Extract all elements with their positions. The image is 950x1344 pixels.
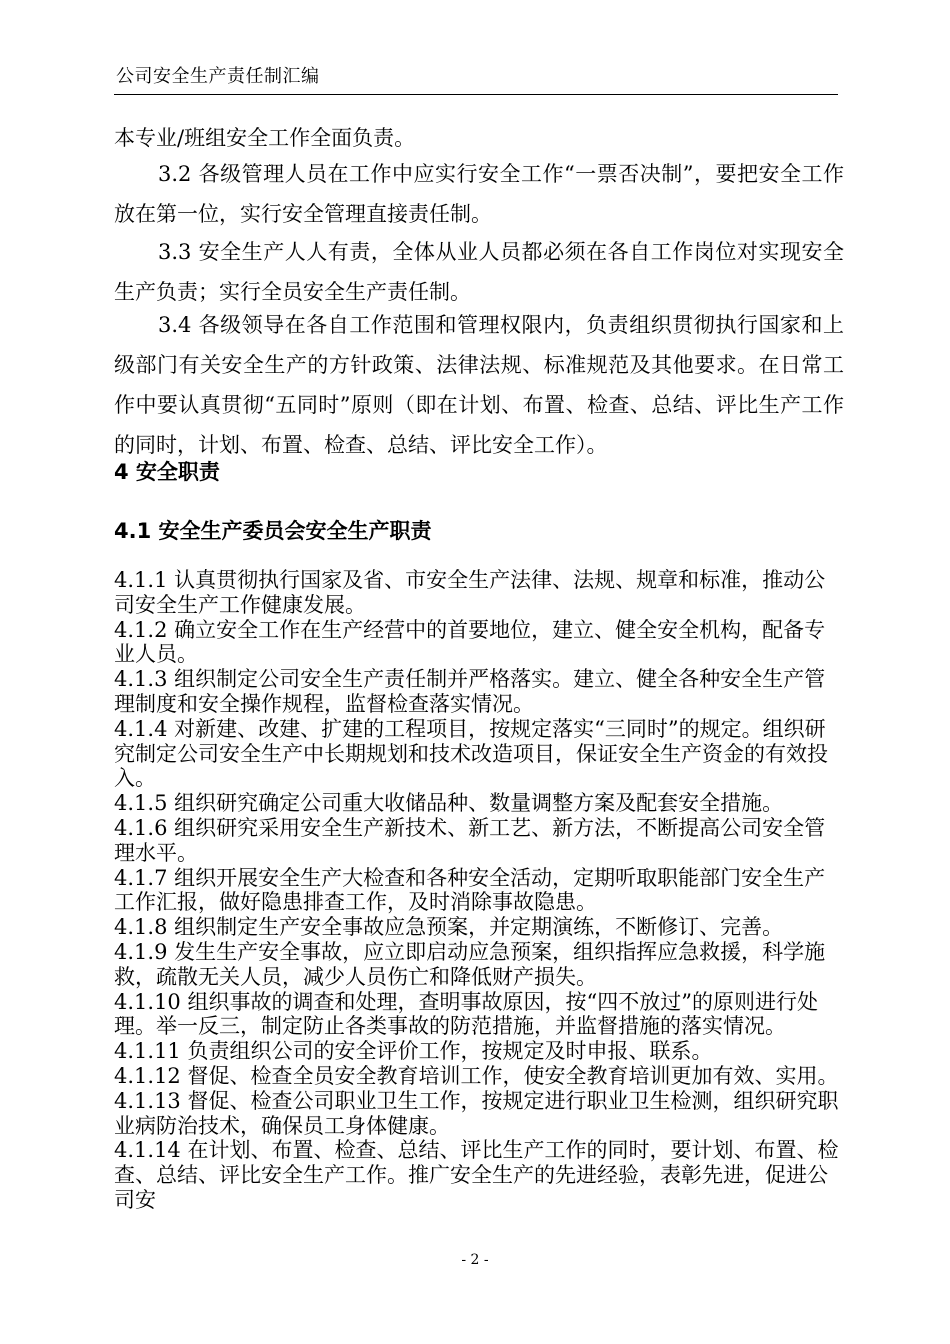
list-item: 4.1.4 对新建、改建、扩建的工程项目，按规定落实“三同时”的规定。组织研究制定公司安全生产中长期规划和技术改造项目，保证安全生产资金的有效投入。 [114,716,828,791]
list-item: 4.1.14 在计划、布置、检查、总结、评比生产工作的同时，要计划、布置、检查、总结、评比安全生产工作。推广安全生产的先进经验，表彰先进，促进公司安 [114,1138,839,1212]
header-divider [114,94,838,95]
list-item: 4.1.6 组织研究采用安全生产新技术、新工艺、新方法，不断提高公司安全管理水平。 [114,815,826,865]
list-item: 4.1.3 组织制定公司安全生产责任制并严格落实。建立、健全各种安全生产管理制度和安全操作规程，监督检查落实情况。 [114,667,826,716]
list-item: 4.1.10 组织事故的调查和处理，查明事故原因，按“四不放过”的原则进行处理。举一反三，制定防止各类事故的防范措施，并监督措施的落实情况。 [114,989,818,1039]
list-item: 4.1.13 督促、检查公司职业卫生工作，按规定进行职业卫生检测，组织研究职业病防治技术，确保员工身体健康。 [114,1088,839,1138]
list-item: 4.1.9 发生生产安全事故，应立即启动应急预案，组织指挥应急救援，科学施救，疏散无关人员，减少人员伤亡和降低财产损失。 [114,939,826,989]
section-heading-4: 4 安全职责 [114,460,220,484]
paragraph-3-4: 3.4 各级领导在各自工作范围和管理权限内，负责组织贯彻执行国家和上级部门有关安全生产的方针政策、法律法规、标准规范及其他要求。在日常工作中要认真贯彻“五同时”原则（即在计划、布置、检查、总结、评比生产工作的同时，计划、布置、检查、总结、评比安全工作）。 [114,313,844,457]
list-item: 4.1.12 督促、检查全员安全教育培训工作，使安全教育培训更加有效、实用。 [114,1063,839,1088]
list-item: 4.1.8 组织制定生产安全事故应急预案，并定期演练，不断修订、完善。 [114,915,784,940]
section-heading-4-1: 4.1 安全生产委员会安全生产职责 [114,519,432,543]
paragraph-3-3: 3.3 安全生产人人有责，全体从业人员都必须在各自工作岗位对实现安全生产负责；实行全员安全生产责任制。 [114,240,844,304]
page-number: - 2 - [461,1252,489,1268]
list-item: 4.1.7 组织开展安全生产大检查和各种安全活动，定期听取职能部门安全生产工作汇报，做好隐患排查工作，及时消除事故隐患。 [114,865,826,915]
continuation-paragraph: 本专业/班组安全工作全面负责。 [114,126,416,150]
duty-list [114,568,844,1213]
list-item: 4.1.2 确立安全工作在生产经营中的首要地位，建立、健全安全机构，配备专业人员。 [114,617,826,667]
paragraph-3-2: 3.2 各级管理人员在工作中应实行安全工作“一票否决制”，要把安全工作放在第一位，实行安全管理直接责任制。 [114,162,844,226]
list-item: 4.1.5 组织研究确定公司重大收储品种、数量调整方案及配套安全措施。 [114,791,784,816]
list-item: 4.1.1 认真贯彻执行国家及省、市安全生产法律、法规、规章和标准，推动公司安全生产工作健康发展。 [114,568,826,617]
page-header-title: 公司安全生产责任制汇编 [116,66,320,87]
list-item: 4.1.11 负责组织公司的安全评价工作，按规定及时申报、联系。 [114,1039,713,1064]
